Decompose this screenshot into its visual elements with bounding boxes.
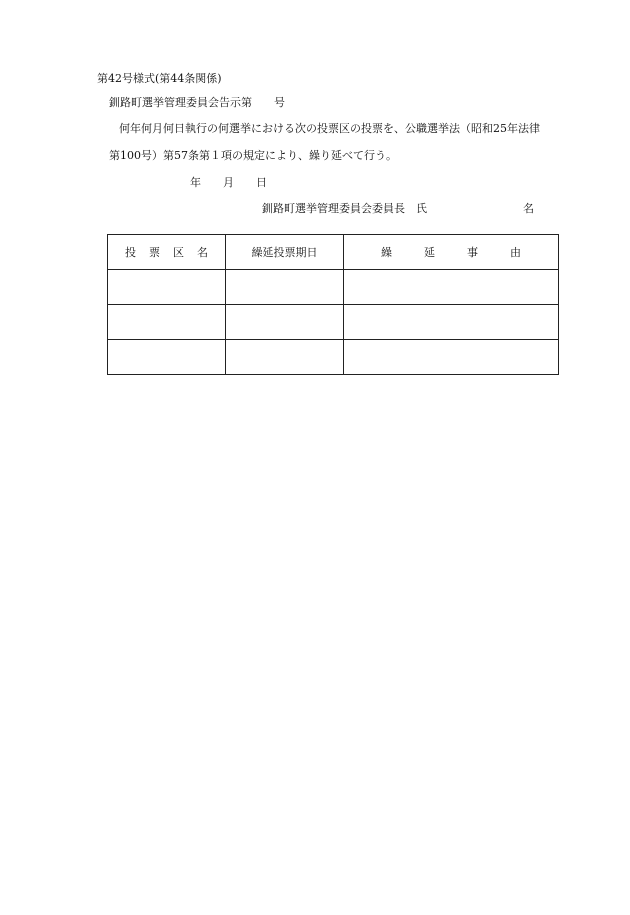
table-row <box>108 305 559 340</box>
table-cell <box>108 340 226 375</box>
body-text-line-1: 何年何月何日執行の何選挙における次の投票区の投票を、公職選挙法（昭和25年法律 <box>119 122 540 135</box>
table-row <box>108 270 559 305</box>
table-row <box>108 340 559 375</box>
body-text-line-2: 第100号）第57条第１項の規定により、繰り延べて行う。 <box>109 149 397 162</box>
header-postponed-voting-date: 繰延投票期日 <box>226 235 344 270</box>
signature-line <box>262 202 534 216</box>
header-voting-district-name: 投票区名 <box>108 235 226 270</box>
table-cell <box>108 305 226 340</box>
table-cell <box>226 305 344 340</box>
table-cell <box>226 340 344 375</box>
form-number: 第42号様式(第44条関係) <box>97 72 222 85</box>
date-line: 年 月 日 <box>190 176 267 189</box>
table-cell <box>226 270 344 305</box>
notice-number: 釧路町選挙管理委員会告示第 号 <box>109 96 285 109</box>
table-cell <box>344 270 559 305</box>
table-cell <box>108 270 226 305</box>
table-cell <box>344 340 559 375</box>
header-postponement-reason: 繰延事由 <box>344 235 559 270</box>
signature-title: 釧路町選挙管理委員会委員長 氏 <box>262 202 427 215</box>
signature-name-suffix: 名 <box>523 202 534 215</box>
postponed-voting-table <box>107 234 559 375</box>
table-header-row <box>108 235 559 270</box>
table-cell <box>344 305 559 340</box>
